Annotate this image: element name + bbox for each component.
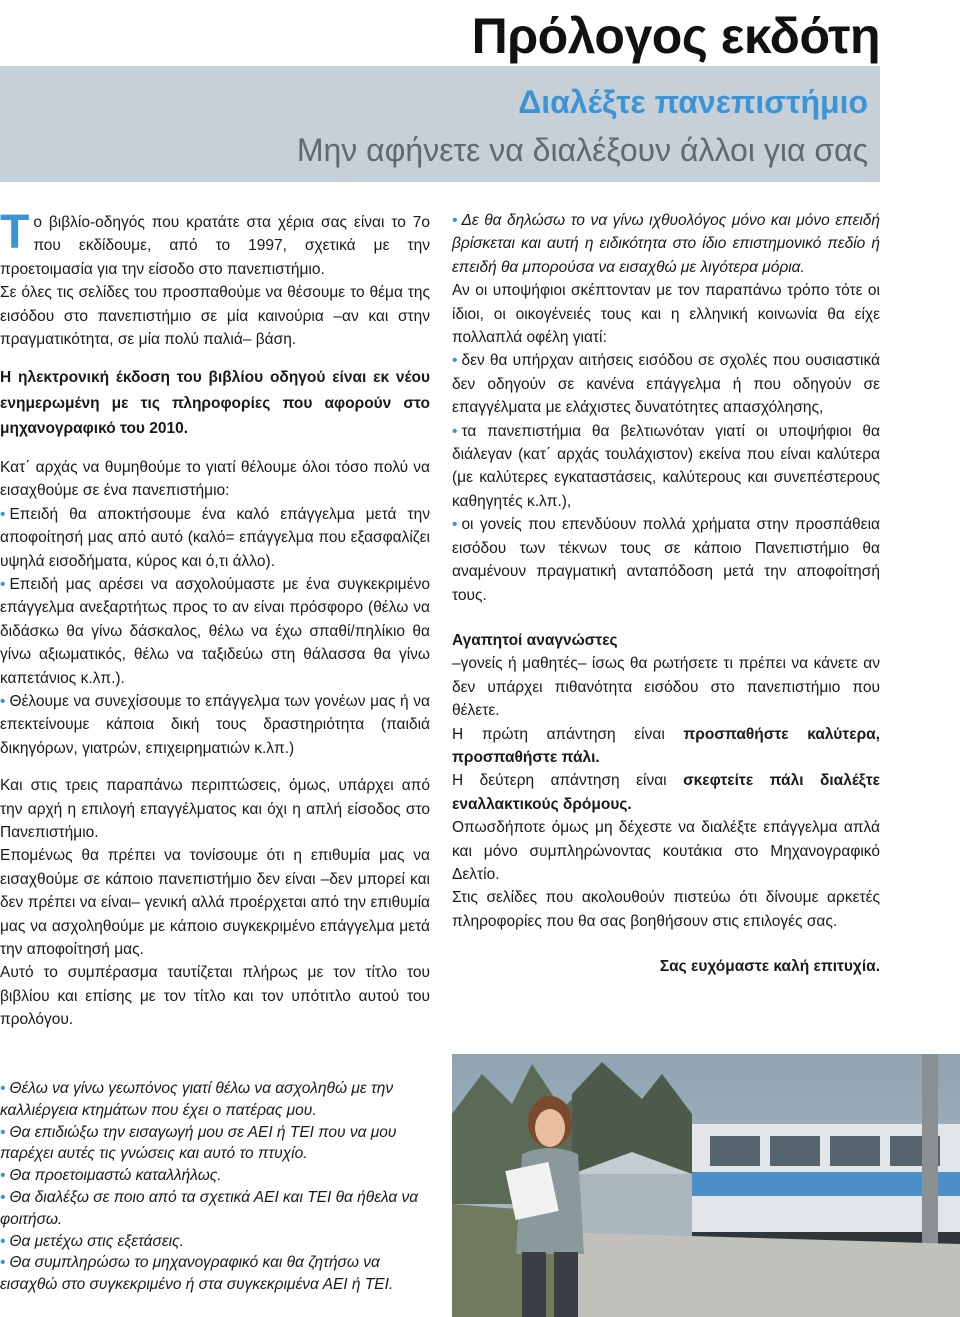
paragraph: Και στις τρεις παραπάνω περιπτώσεις, όμως, υπάρχει από την αρχή η επιλογή επαγγέλματος και όχι η απλή είσοδος στο Πανεπιστήμιο. — [0, 777, 430, 842]
paragraph: Αν οι υποψήφιοι σκέπτονταν με τον παραπάνω τρόπο τότε οι ίδιοι, οι οικογένειές τους και η ελληνική κοινωνία θα είχε πολλαπλά οφέλη γιατί: — [452, 282, 880, 347]
paragraph: Στις σελίδες που ακολουθούν πιστεύω ότι δίνουμε αρκετές πληροφορίες που θα σας βοηθήσουν στις επιλογές σας. — [452, 889, 880, 930]
list-item: • οι γονείς που επενδύουν πολλά χρήματα στην προσπάθεια εισόδου των τέκνων τους σε κάποιο Πανεπιστήμιο θα αναμένουν πραγματική ανταπόδοση μετά την αποφοίτησή τους. — [452, 516, 880, 604]
bullet-icon: • — [0, 1188, 6, 1206]
bullet-icon: • — [0, 505, 6, 523]
list-item: • Θα προετοιμαστώ καταλλήλως. — [0, 1167, 222, 1185]
answer-paragraph: Η πρώτη απάντηση είναι προσπαθήστε καλύτερα, προσπαθήστε πάλι. — [452, 725, 880, 766]
paragraph: Σε όλες τις σελίδες του προσπαθούμε να θέσουμε το θέμα της εισόδου στο πανεπιστήμιο σε μία καινούρια –αν και στην πραγματικότητα, σε μία πολύ παλιά– βάση. — [0, 284, 430, 349]
bullet-icon: • — [0, 575, 6, 593]
left-column — [0, 206, 430, 1032]
student-photo — [452, 1054, 960, 1317]
bullet-icon: • — [0, 1167, 6, 1185]
list-item: • δεν θα υπήρχαν αιτήσεις εισόδου σε σχολές που ουσιαστικά δεν οδηγούν σε κανένα επάγγελμα ή που οδηγούν σε επαγγέλματα με ελάχιστες δυνατότητες απασχόλησης, — [452, 352, 880, 417]
banner-subtitle: Μην αφήνετε να διαλέξουν άλλοι για σας — [296, 132, 868, 168]
bottom-list — [0, 1078, 438, 1296]
sign-off: Σας ευχόμαστε καλή επιτυχία. — [659, 958, 880, 976]
bullet-icon: • — [452, 422, 458, 440]
paragraph: Επομένως θα πρέπει να τονίσουμε ότι η επιθυμία μας να εισαχθούμε σε κάποιο πανεπιστήμιο δεν είναι –δεν μπορεί και δεν πρέπει να είναι– γενική αλλά προέρχεται από την επιθυμία μας να ασχοληθούμε με κάποιο συγκεκριμένο επάγγελμα μετά την αποφοίτησή μας. — [0, 847, 430, 959]
page-title: Πρόλογος εκδότη — [471, 8, 880, 64]
list-item: • Θα διαλέξω σε ποιο από τα σχετικά ΑΕΙ και ΤΕΙ θα ήθελα να φοιτήσω. — [0, 1188, 419, 1228]
bullet-icon: • — [0, 1232, 6, 1250]
answer-paragraph: Η δεύτερη απάντηση είναι σκεφτείτε πάλι διαλέξτε εναλλακτικούς δρόμους. — [452, 772, 880, 813]
bullet-icon: • — [452, 352, 458, 370]
list-item: • Θέλω να γίνω γεωπόνος γιατί θέλω να ασχοληθώ με την καλλιέργεια κτημάτων που έχει ο πατέρας μου. — [0, 1080, 394, 1119]
list-item: • Θέλουμε να συνεχίσουμε το επάγγελμα των γονέων μας ή να επεκτείνουμε κάποια δική τους δραστηριότητα (παιδιά δικηγόρων, γιατρών, επιχειρηματιών κ.λπ.) — [0, 693, 430, 757]
list-item: • τα πανεπιστήμια θα βελτιωνόταν γιατί οι υποψήφιοι θα διάλεγαν (κατ΄ αρχάς τουλάχιστον) εκείνα που είναι καλύτερα (με καλύτερες εγκαταστάσεις, καλύτερους και συνεπέστερους καθηγητές κ.λπ.), — [452, 422, 880, 510]
list-item: • Δε θα δηλώσω το να γίνω ιχθυολόγος μόνο και μόνο επειδή βρίσκεται και αυτή η ειδικότητα στο ίδιο επιστημονικό πεδίο ή επειδή θα μπορούσα να εισαχθώ με λιγότερα μόρια. — [452, 212, 880, 276]
title-banner — [0, 66, 880, 182]
list-item: • Θα μετέχω στις εξετάσεις. — [0, 1232, 184, 1250]
bullet-icon: • — [0, 693, 6, 710]
list-item: • Επειδή θα αποκτήσουμε ένα καλό επάγγελμα μετά την αποφοίτησή μας από αυτό (καλό= επάγγελμα που εξασφαλίζει υψηλά εισοδήματα, κύρος και ό,τι άλλο). — [0, 505, 430, 570]
intro-paragraph: Το βιβλίο-οδηγός που κρατάτε στα χέρια σας είναι το 7ο που εκδίδουμε, από το 1997, σχετικά με την προετοιμασία για την είσοδο στο πανεπιστήμιο. — [0, 206, 430, 278]
highlight-paragraph: Η ηλεκτρονική έκδοση του βιβλίου οδηγού είναι εκ νέου ενημερωμένη με τις πληροφορίες που αφορούν στο μηχανογραφικό του 2010. — [0, 369, 430, 438]
right-column — [452, 209, 880, 979]
bullet-icon: • — [0, 1254, 6, 1272]
bullet-icon: • — [452, 516, 458, 534]
list-item: • Θα συμπληρώσω το μηχανογραφικό και θα ζητήσω να εισαχθώ στο συγκεκριμένο ή στα συγκεκριμένα ΑΕΙ ή ΤΕΙ. — [0, 1254, 394, 1294]
paragraph: Κατ΄ αρχάς να θυμηθούμε το γιατί θέλουμε όλοι τόσο πολύ να εισαχθούμε σε ένα πανεπιστήμιο: — [0, 458, 430, 500]
bullet-icon: • — [0, 1080, 6, 1097]
drop-cap: Τ — [0, 206, 30, 259]
paragraph: Οπωσδήποτε όμως μη δέχεστε να διαλέξτε επάγγελμα απλά και μόνο συμπληρώνοντας κουτάκια στο Μηχανογραφικό Δελτίο. — [452, 819, 880, 883]
list-item: • Θα επιδιώξω την εισαγωγή μου σε ΑΕΙ ή ΤΕΙ που να μου παρέχει αυτές τις γνώσεις και αυτό το πτυχίο. — [0, 1123, 397, 1163]
list-item: • Επειδή μας αρέσει να ασχολούμαστε με ένα συγκεκριμένο επάγγελμα ανεξαρτήτως προς το αν είναι πρόσφορο (θέλω να διδάσκω θα γίνω δάσκαλος, θέλω να έχω σπαθί/πηλίκιο θα γίνω αξιωματικός, θέλω να ταξιδεύω στη θάλασσα θα γίνω καπετάνιος κ.λπ.). — [0, 575, 430, 687]
banner-headline: Διαλέξτε πανεπιστήμιο — [518, 84, 868, 120]
section-heading: Αγαπητοί αναγνώστες — [452, 631, 618, 649]
paragraph: Αυτό το συμπέρασμα ταυτίζεται πλήρως με τον τίτλο του βιβλίου και επίσης με τον τίτλο και τον υπότιτλο αυτού του προλόγου. — [0, 964, 430, 1029]
paragraph: –γονείς ή μαθητές– ίσως θα ρωτήσετε τι πρέπει να κάνετε αν δεν υπάρχει πιθανότητα εισόδου στο πανεπιστήμιο που θέλετε. — [452, 655, 880, 720]
bullet-icon: • — [452, 212, 458, 229]
bullet-icon: • — [0, 1123, 6, 1141]
